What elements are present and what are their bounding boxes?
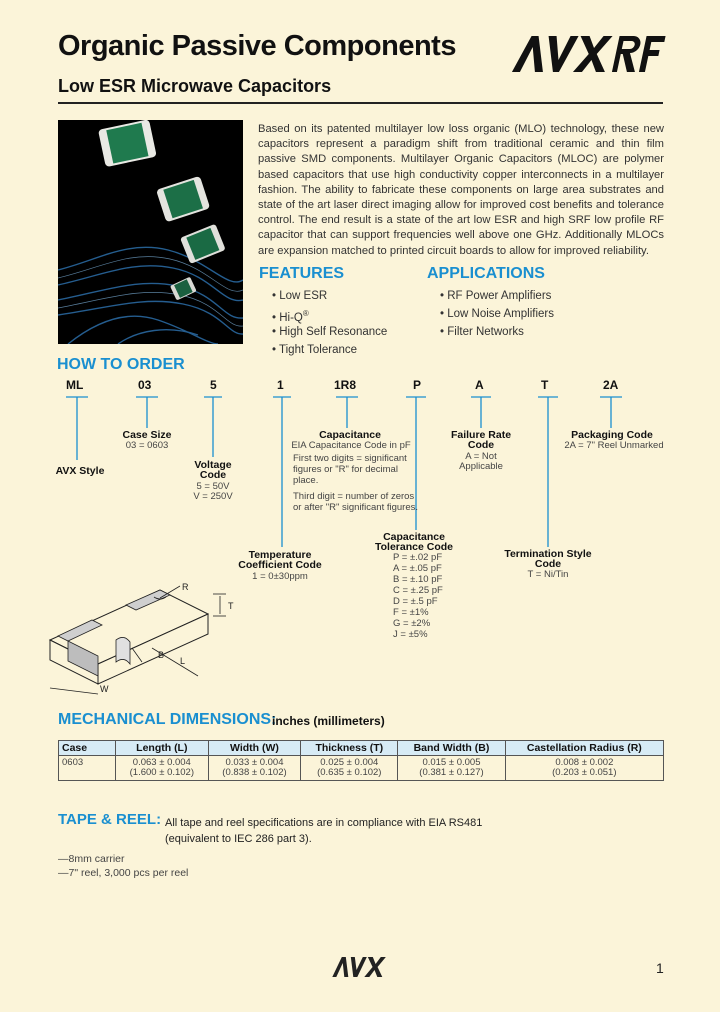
mechanical-dimensions-heading: MECHANICAL DIMENSIONS:	[58, 711, 277, 728]
dim-label-l: L	[180, 656, 186, 666]
termination-value: T = Ni/Tin	[527, 569, 569, 580]
how-to-order-heading: HOW TO ORDER	[57, 356, 185, 373]
cap-tolerance-value: B = ±.10 pF	[393, 574, 443, 585]
voltage-label-code: Code	[199, 469, 227, 481]
table-row	[59, 756, 664, 781]
cap-tolerance-value: G = ±2%	[393, 618, 431, 629]
chip-dimension-diagram	[40, 576, 280, 706]
dimensions-table	[58, 740, 664, 781]
termination-label-code: Code	[534, 558, 562, 570]
failure-rate-label: Failure Rate	[450, 429, 512, 441]
voltage-label: Voltage	[194, 459, 232, 471]
feature-item: • Low ESR	[272, 287, 387, 305]
cap-tolerance-value: C = ±.25 pF	[393, 585, 443, 596]
table-cell-width: 0.033 ± 0.004 (0.838 ± 0.102)	[208, 756, 301, 781]
cap-tolerance-value: A = ±.05 pF	[393, 563, 442, 574]
feature-item: • High Self Resonance	[272, 323, 387, 341]
cap-tolerance-label-code: Tolerance Code	[375, 541, 453, 553]
table-header-cell: Castellation Radius (R)	[505, 741, 663, 756]
cap-tolerance-value: P = ±.02 pF	[393, 552, 443, 563]
code-tolerance: P	[413, 378, 422, 392]
dim-label-b: B	[158, 650, 165, 660]
cap-tolerance-value: F = ±1%	[393, 607, 429, 618]
voltage-value: V = 250V	[193, 491, 233, 502]
failure-rate-value: Applicable	[459, 461, 503, 472]
tape-reel-list	[58, 852, 188, 880]
table-header-cell: Length (L)	[116, 741, 209, 756]
code-failure-rate: A	[475, 378, 484, 392]
table-header-row	[59, 741, 664, 756]
page-title: Organic Passive Components	[58, 30, 456, 62]
voltage-value: 5 = 50V	[196, 481, 230, 492]
code-capacitance: 1R8	[334, 378, 357, 392]
capacitance-rule: First two digits = significant	[293, 453, 407, 464]
tape-reel-text: All tape and reel specifications are in compliance with EIA RS481 (equivalent to IEC 286 part 3).	[165, 817, 483, 845]
temperature-label: Temperature	[248, 549, 312, 561]
code-packaging: 2A	[603, 378, 619, 392]
code-case: 03	[138, 378, 152, 392]
table-header-cell: Thickness (T)	[301, 741, 398, 756]
table-cell-band-width: 0.015 ± 0.005 (0.381 ± 0.127)	[398, 756, 505, 781]
application-item: • Low Noise Amplifiers	[440, 305, 554, 323]
capacitance-rule: Third digit = number of zeros	[293, 491, 415, 502]
list-item: —8mm carrier	[58, 853, 125, 865]
list-item: —7" reel, 3,000 pcs per reel	[58, 867, 189, 879]
packaging-value: 2A = 7" Reel Unmarked	[564, 440, 664, 451]
cap-tolerance-value: D = ±.5 pF	[393, 596, 438, 607]
table-cell-radius: 0.008 ± 0.002 (0.203 ± 0.051)	[505, 756, 663, 781]
packaging-label: Packaging Code	[571, 429, 653, 441]
table-cell-length: 0.063 ± 0.004 (1.600 ± 0.102)	[116, 756, 209, 781]
feature-item: • Hi-Q®	[272, 305, 387, 323]
failure-rate-label-code: Code	[467, 439, 495, 451]
capacitance-rule: place.	[293, 475, 319, 486]
cap-tolerance-label: Capacitance	[383, 531, 445, 543]
dim-label-w: W	[100, 684, 109, 694]
code-temperature: 1	[277, 378, 284, 392]
application-item: • RF Power Amplifiers	[440, 287, 554, 305]
table-header-cell: Band Width (B)	[398, 741, 505, 756]
capacitance-sub: EIA Capacitance Code in pF	[291, 440, 411, 451]
case-size-value: 03 = 0603	[125, 440, 169, 451]
capacitance-rule: or after "R" significant figures.	[293, 502, 419, 513]
avx-footer-logo	[330, 956, 392, 983]
code-ml: ML	[66, 378, 84, 392]
dim-label-t: T	[228, 601, 234, 611]
tape-reel-heading: TAPE & REEL:	[58, 811, 162, 828]
temperature-value: 1 = 0±30ppm	[252, 571, 308, 582]
code-termination: T	[541, 378, 549, 392]
mechanical-units: inches (millimeters)	[272, 714, 385, 728]
table-cell-thickness: 0.025 ± 0.004 (0.635 ± 0.102)	[301, 756, 398, 781]
cap-tolerance-value: J = ±5%	[393, 629, 428, 640]
capacitance-rule: figures or "R" for decimal	[293, 464, 398, 475]
termination-label: Termination Style	[504, 548, 592, 560]
feature-item: • Tight Tolerance	[272, 341, 387, 359]
intro-paragraph: Based on its patented multilayer low loss organic (MLO) technology, these new capacitors represent a paradigm shift from traditional ceramic and thin film passive SMD components. Multilayer Organic Capacitors (MLOC) are polymer based capacitors that use high conductivity copper interconnects in a multilayer fashion. The ability to fabricate these components on large area substrates and state of the art laser direct imaging allow for improved cost benefits and tolerance control. The end result is a state of the art low ESR and high SRF low profile RF capacitor that can support frequencies well above one GHz. Additionally MLOCs are expansion matched to printed circuit boards to allow for improved reliability.	[258, 123, 664, 257]
case-size-label: Case Size	[122, 429, 172, 441]
application-item: • Filter Networks	[440, 323, 554, 341]
temperature-label-code: Coefficient Code	[238, 559, 322, 571]
code-voltage: 5	[210, 378, 217, 392]
features-heading: FEATURES	[259, 265, 345, 282]
page-subtitle: Low ESR Microwave Capacitors	[58, 76, 332, 96]
applications-heading: APPLICATIONS	[427, 265, 545, 282]
avx-style-label: AVX Style	[55, 465, 105, 477]
capacitance-label: Capacitance	[319, 429, 381, 441]
dim-label-r: R	[182, 582, 189, 592]
table-cell-case: 0603	[59, 756, 116, 781]
table-header-cell: Width (W)	[208, 741, 301, 756]
failure-rate-value: A = Not	[465, 451, 497, 462]
page-number: 1	[656, 960, 664, 976]
table-header-cell: Case	[59, 741, 116, 756]
